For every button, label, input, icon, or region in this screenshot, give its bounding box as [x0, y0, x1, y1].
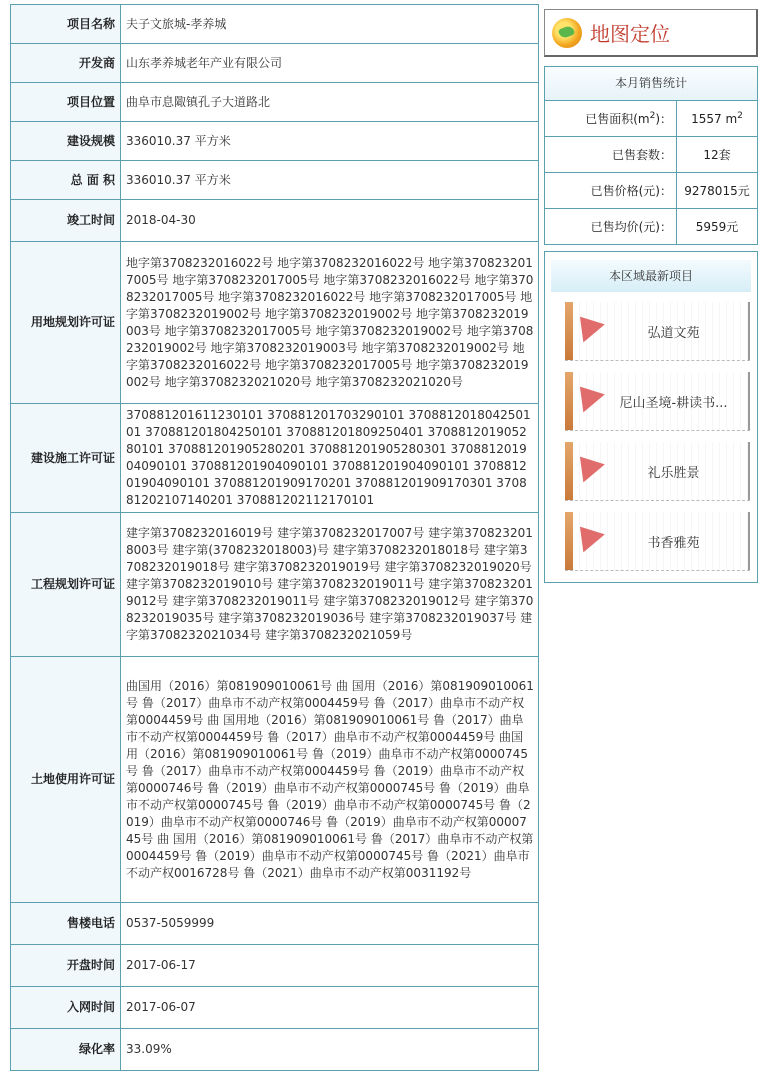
stats-row-price	[545, 173, 757, 209]
value-total-area: 336010.37 平方米	[121, 161, 539, 200]
label-construction-permit: 建设施工许可证	[11, 404, 121, 513]
label-land-planning-permit: 用地规划许可证	[11, 242, 121, 404]
map-location-label: 地图定位	[590, 22, 670, 46]
row-construction-permit	[11, 404, 539, 513]
thumbnail-edge	[565, 372, 573, 430]
map-location-button[interactable]	[544, 9, 758, 57]
thumbnail-edge	[565, 302, 573, 360]
value-land-use-permit: 曲国用（2016）第081909010061号 曲 国用（2016）第081909010061号 鲁（2017）曲阜市不动产权第0004459号 鲁（2017）曲阜市不动产权第0004459号 曲 国用地（2016）第081909010061号 鲁（2017）曲阜市不动产权第0004459号 鲁（2017）曲阜市不动产权第0004459号 曲国用（2016）第081909010061号 鲁（2019）曲阜市不动产权第0000745号 鲁（2017）曲阜市不动产权第0004459号 鲁（2019）曲阜市不动产权第0000746号 鲁（2019）曲阜市不动产权第0000745号 鲁（2019）曲阜市不动产权第0000745号 鲁（2019）曲阜市不动产权第0000745号 鲁（2019）曲阜市不动产权第0000746号 鲁（2019）曲阜市不动产权第0000745号 曲 国用（2016）第081909010061号 鲁（2017）曲阜市不动产权第0004459号 鲁（2019）曲阜市不动产权第0000745号 鲁（2021）曲阜市不动产权0016728号 鲁（2021）曲阜市不动产权第0031192号	[121, 657, 539, 903]
recent-projects-panel	[544, 251, 758, 583]
row-land-use-permit	[11, 657, 539, 903]
thumbnail-border	[748, 302, 750, 360]
row-developer	[11, 44, 539, 83]
recent-project-item[interactable]	[565, 302, 750, 361]
row-engineering-planning-permit	[11, 513, 539, 657]
value-sales-phone: 0537-5059999	[121, 903, 539, 945]
value-listing-date: 2017-06-07	[121, 987, 539, 1029]
value-opening-date: 2017-06-17	[121, 945, 539, 987]
row-completion-date	[11, 200, 539, 242]
recent-project-name[interactable]: 尼山圣境-耕读书...	[619, 396, 728, 411]
stats-value-price: 9278015元	[677, 173, 758, 209]
thumbnail-border	[748, 442, 750, 500]
value-completion-date: 2018-04-30	[121, 200, 539, 242]
label-completion-date: 竣工时间	[11, 200, 121, 242]
label-scale: 建设规模	[11, 122, 121, 161]
recent-projects-title: 本区域最新项目	[551, 260, 751, 292]
recent-project-name[interactable]: 弘道文苑	[647, 326, 700, 341]
label-land-use-permit: 土地使用许可证	[11, 657, 121, 903]
row-project-name	[11, 5, 539, 44]
label-listing-date: 入网时间	[11, 987, 121, 1029]
value-construction-permit: 370881201611230101 370881201703290101 370881201804250101 370881201804250101 370881201809250401 370881201905280101 370881201905280201 370881201905280301 370881201904090101 370881201904090101 370881201904090101 370881201904090101 370881201909170201 370881201909170301 370881202107140201 370881202112170101	[121, 404, 539, 513]
value-scale: 336010.37 平方米	[121, 122, 539, 161]
row-total-area	[11, 161, 539, 200]
label-developer: 开发商	[11, 44, 121, 83]
project-info-table	[10, 4, 539, 1071]
label-opening-date: 开盘时间	[11, 945, 121, 987]
thumbnail-edge	[565, 512, 573, 570]
value-engineering-planning-permit: 建字第3708232016019号 建字第3708232017007号 建字第3708232018003号 建字第(3708232018003)号 建字第3708232018018号 建字第3708232019018号 建字第3708232019019号 建字第3708232019020号 建字第3708232019010号 建字第3708232019011号 建字第3708232019012号 建字第3708232019011号 建字第3708232019012号 建字第3708232019035号 建字第3708232019036号 建字第3708232019037号 建字第3708232021034号 建字第3708232021059号	[121, 513, 539, 657]
monthly-sales-stats	[544, 66, 758, 245]
row-sales-phone	[11, 903, 539, 945]
row-location	[11, 83, 539, 122]
stats-label-units: 已售套数：	[545, 137, 677, 173]
row-opening-date	[11, 945, 539, 987]
stats-label-price: 已售价格(元)：	[545, 173, 677, 209]
value-location: 曲阜市息陬镇孔子大道路北	[121, 83, 539, 122]
stats-row-avg	[545, 209, 757, 245]
row-scale	[11, 122, 539, 161]
map-globe-icon	[552, 18, 582, 48]
stats-value-area: 1557 $m^2$	[691, 111, 743, 126]
stats-value-units: 12套	[677, 137, 758, 173]
stats-row-units	[545, 137, 757, 173]
row-listing-date	[11, 987, 539, 1029]
stats-label-avg: 已售均价(元)：	[545, 209, 677, 245]
thumbnail-border	[748, 372, 750, 430]
recent-project-name[interactable]: 书香雅苑	[647, 536, 700, 551]
label-location: 项目位置	[11, 83, 121, 122]
recent-project-item[interactable]	[565, 372, 750, 431]
stats-label-area: 已售面积$(m^2)$：	[545, 101, 677, 137]
recent-project-item[interactable]	[565, 442, 750, 501]
recent-project-name[interactable]: 礼乐胜景	[647, 466, 700, 481]
recent-project-item[interactable]	[565, 512, 750, 571]
label-green-rate: 绿化率	[11, 1029, 121, 1071]
value-green-rate: 33.09%	[121, 1029, 539, 1071]
stats-table	[545, 101, 757, 244]
thumbnail-border	[748, 512, 750, 570]
stats-row-area	[545, 101, 757, 137]
label-total-area: 总 面 积	[11, 161, 121, 200]
label-project-name: 项目名称	[11, 5, 121, 44]
stats-value-avg: 5959元	[677, 209, 758, 245]
row-land-planning-permit	[11, 242, 539, 404]
label-engineering-planning-permit: 工程规划许可证	[11, 513, 121, 657]
row-green-rate	[11, 1029, 539, 1071]
value-developer: 山东孝养城老年产业有限公司	[121, 44, 539, 83]
label-sales-phone: 售楼电话	[11, 903, 121, 945]
value-project-name: 夫子文旅城-孝养城	[121, 5, 539, 44]
value-land-planning-permit: 地字第3708232016022号 地字第3708232016022号 地字第3708232017005号 地字第3708232017005号 地字第3708232016022号 地字第3708232017005号 地字第3708232016022号 地字第3708232017005号 地字第3708232019002号 地字第3708232019002号 地字第3708232019003号 地字第3708232017005号 地字第3708232019002号 地字第3708232019002号 地字第3708232019003号 地字第3708232019002号 地字第3708232016022号 地字第3708232017005号 地字第3708232019002号 地字第3708232021020号 地字第3708232021020号	[121, 242, 539, 404]
stats-title: 本月销售统计	[545, 67, 757, 101]
thumbnail-edge	[565, 442, 573, 500]
